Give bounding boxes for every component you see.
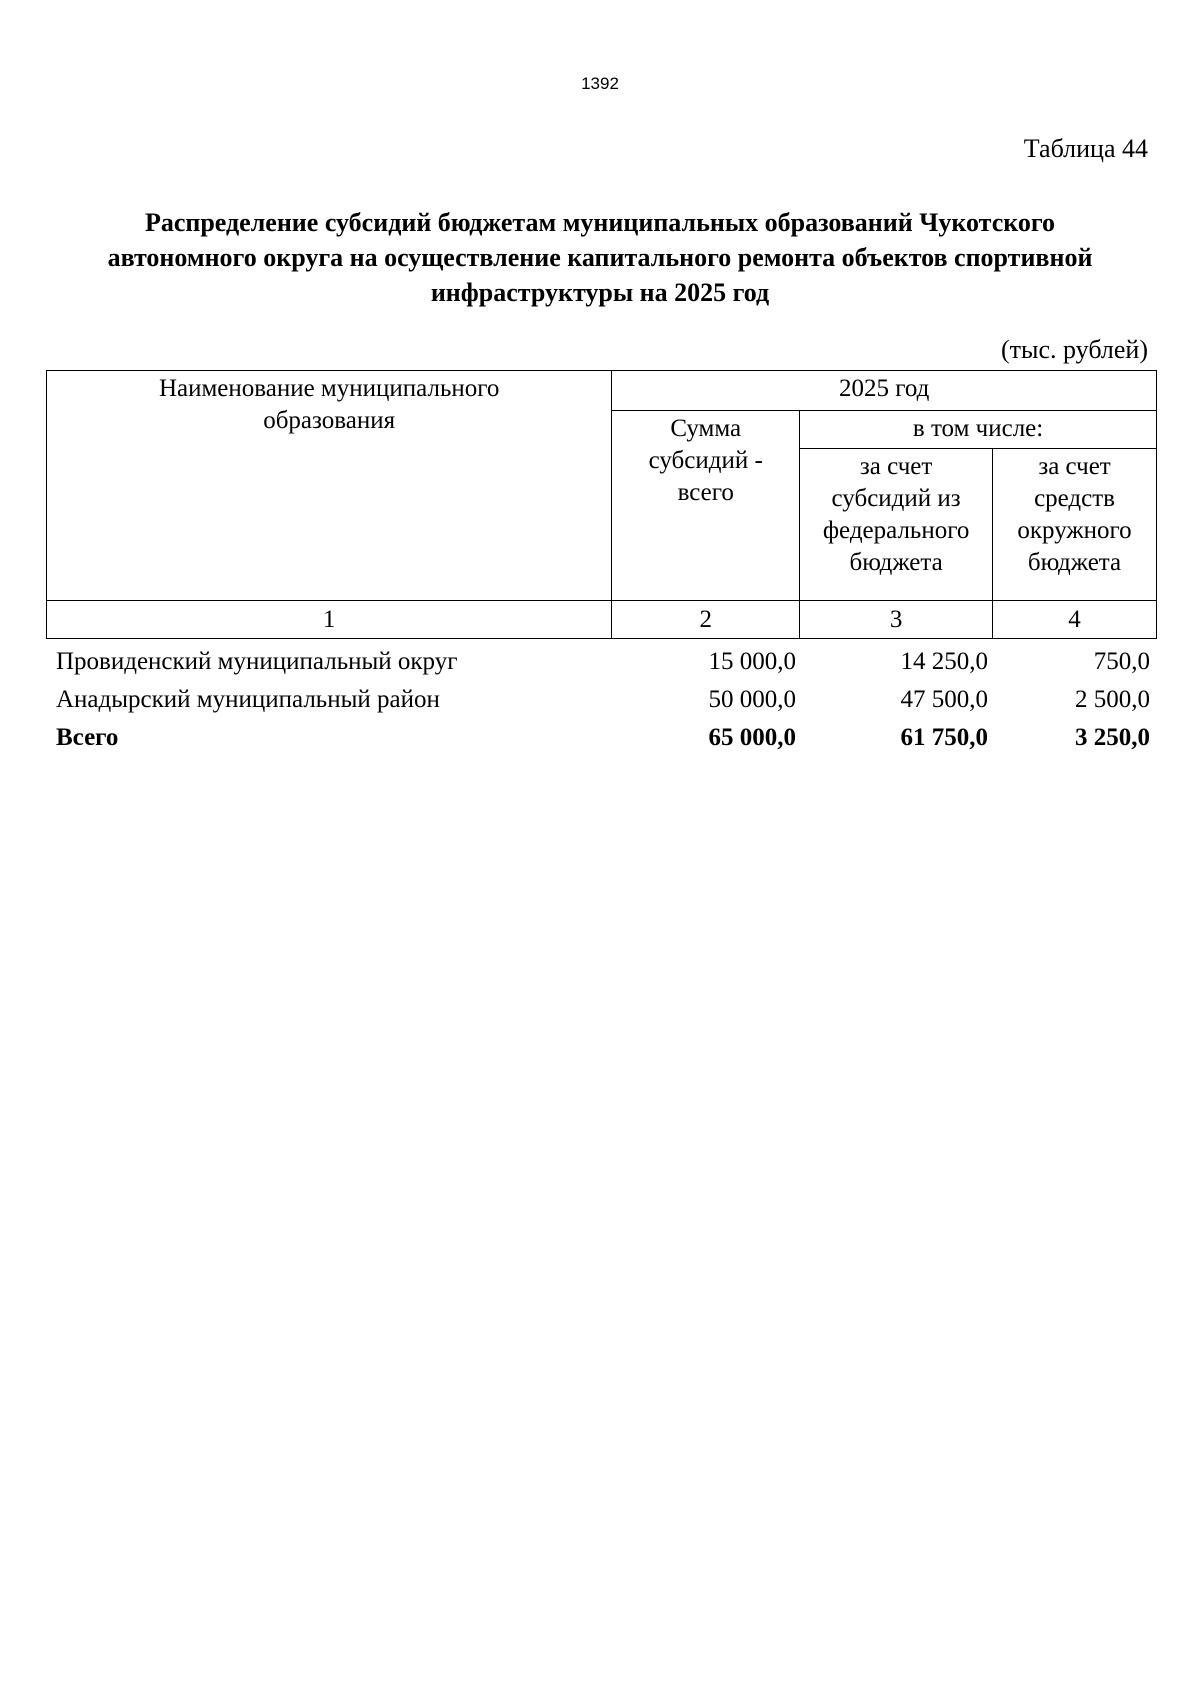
header-text: за счет — [859, 453, 933, 480]
header-municipality — [47, 371, 612, 601]
total-sum: 65 000,0 — [708, 724, 796, 751]
header-including: в том числе: — [800, 411, 1157, 449]
row-name: Анадырский муниципальный район — [56, 686, 440, 713]
header-text: средств — [1034, 485, 1115, 512]
header-text: Сумма — [670, 415, 742, 442]
title-line: автономного округа на осуществление капитального ремонта объектов спортивной — [107, 243, 1093, 272]
column-number: 2 — [612, 601, 800, 639]
table-row — [56, 643, 1150, 681]
table-row — [56, 681, 1150, 719]
row-federal: 14 250,0 — [900, 648, 988, 675]
header-text: всего — [677, 479, 734, 506]
header-text: бюджета — [849, 549, 943, 576]
total-row — [56, 719, 1150, 757]
row-regional: 750,0 — [1093, 648, 1150, 675]
page-number: 1392 — [581, 74, 619, 93]
header-text: субсидий - — [648, 447, 763, 474]
total-regional: 3 250,0 — [1075, 724, 1150, 751]
total-label: Всего — [56, 724, 119, 751]
header-text: за счет — [1038, 453, 1111, 480]
header-text: окружного — [1017, 517, 1132, 544]
header-total — [612, 411, 800, 601]
header-text: бюджета — [1027, 549, 1122, 576]
row-federal: 47 500,0 — [900, 686, 988, 713]
header-text: субсидий из — [831, 485, 961, 512]
row-total: 15 000,0 — [708, 648, 796, 675]
table-label: Таблица 44 — [1023, 134, 1148, 163]
title-line: Распределение субсидий бюджетам муниципальных образований Чукотского — [144, 208, 1056, 237]
header-text: образования — [263, 407, 396, 434]
units-label: (тыс. рублей) — [1000, 335, 1148, 364]
row-name: Провиденский муниципальный округ — [56, 648, 458, 675]
row-total: 50 000,0 — [708, 686, 796, 713]
column-number: 1 — [47, 601, 612, 639]
total-federal: 61 750,0 — [900, 724, 988, 751]
header-text: федерального — [822, 517, 970, 544]
header-year: 2025 год — [612, 371, 1157, 411]
column-number: 4 — [993, 601, 1157, 639]
header-text: Наименование муниципального — [158, 375, 500, 402]
document-title — [40, 205, 1160, 310]
table-body — [56, 643, 1150, 757]
header-table — [46, 370, 1157, 639]
row-regional: 2 500,0 — [1075, 686, 1150, 713]
title-line: инфраструктуры на 2025 год — [430, 278, 770, 307]
header-federal — [800, 449, 993, 601]
header-regional — [993, 449, 1157, 601]
column-number: 3 — [800, 601, 993, 639]
